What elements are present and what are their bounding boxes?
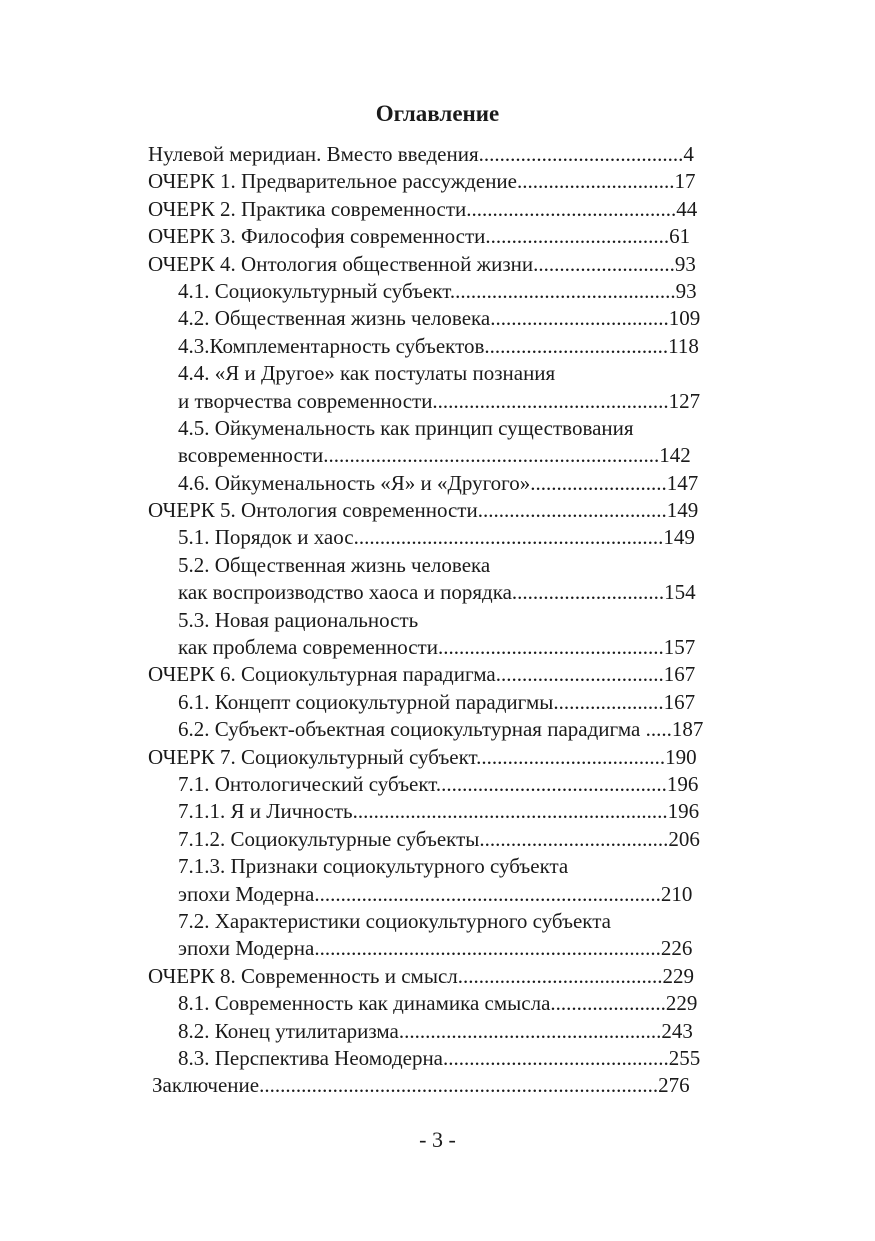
toc-entry-text: 7.1.1. Я и Личность............................................................196 [178,799,700,824]
toc-entry [148,524,748,551]
toc-entry-text: 7.1. Онтологический субъект............................................196 [178,771,699,796]
toc-entry-text: эпохи Модерна..................................................................210 [178,881,693,906]
toc-entry [148,415,748,442]
toc-entry [148,579,748,606]
page-number: - 3 - [419,1127,456,1152]
toc-entry-text: 8.1. Современность как динамика смысла......................229 [178,991,698,1016]
toc-entry-text: 4.1. Социокультурный субъект...........................................93 [178,278,697,303]
toc-entry-text: Заключение............................................................................276 [152,1073,690,1098]
toc-entry-text: 7.1.2. Социокультурные субъекты....................................206 [178,826,700,851]
toc-entry-text: 4.4. «Я и Другое» как постулаты познания [178,361,556,386]
toc-entry [148,689,748,716]
toc-entry [148,607,748,634]
toc-entry-text: ОЧЕРК 1. Предварительное рассуждение..............................17 [148,169,696,194]
toc-entry [148,470,748,497]
toc-entry [148,634,748,661]
toc-entry-text: и творчества современности.............................................127 [178,388,701,413]
toc-entry-text: 4.6. Ойкуменальность «Я» и «Другого»..........................147 [178,470,699,495]
toc-entry-text: 7.1.3. Признаки социокультурного субъекта [178,854,569,879]
toc-entry-text: ОЧЕРК 2. Практика современности........................................44 [148,196,698,221]
toc-entry [148,333,748,360]
toc-entry-text: ОЧЕРК 6. Социокультурная парадигма................................167 [148,662,696,687]
toc-entry [148,1018,748,1045]
toc-entry-text: ОЧЕРК 7. Социокультурный субъект....................................190 [148,744,697,769]
toc-entry [148,990,748,1017]
toc-entry [148,826,748,853]
toc-entry [148,1072,748,1099]
toc-entry-text: ОЧЕРК 5. Онтология современности....................................149 [148,498,699,523]
toc-entry [148,935,748,962]
toc-entry-text: всовременности................................................................142 [178,443,691,468]
toc-entry-text: эпохи Модерна..................................................................226 [178,936,693,961]
toc-entry [148,388,748,415]
toc-entry [148,497,748,524]
toc-entry-text: ОЧЕРК 3. Философия современности...................................61 [148,224,691,249]
toc-entry-text: 5.3. Новая рациональность [178,607,419,632]
toc-entry [148,223,748,250]
toc-entry-text: 4.2. Общественная жизнь человека..................................109 [178,306,701,331]
toc-entry [148,1045,748,1072]
toc-entry [148,196,748,223]
toc-entry [148,798,748,825]
toc-entry [148,305,748,332]
toc-entry [148,168,748,195]
toc-entry-text: 6.1. Концепт социокультурной парадигмы.....................167 [178,689,696,714]
toc-entry [148,744,748,771]
toc-entry-text: как проблема современности...........................................157 [178,635,696,660]
toc-entry [148,442,748,469]
toc-entry [148,278,748,305]
toc-entry-text: Нулевой меридиан. Вместо введения.......................................4 [148,142,694,166]
toc-entry-text: 6.2. Субъект-объектная социокультурная парадигма .....187 [178,717,704,742]
toc-entry-text: 8.2. Конец утилитаризма..................................................243 [178,1018,693,1043]
toc-entry [148,661,748,688]
toc-entry [148,908,748,935]
toc-entry-text: 5.1. Порядок и хаос...........................................................149 [178,525,695,550]
toc-entry-text: ОЧЕРК 4. Онтология общественной жизни...........................93 [148,251,696,276]
table-of-contents [148,141,748,1100]
toc-entry-text: 5.2. Общественная жизнь человека [178,552,491,577]
toc-entry-text: 4.3.Комплементарность субъектов...................................118 [178,333,699,358]
toc-entry-text: как воспроизводство хаоса и порядка.............................154 [178,580,696,605]
toc-entry-text: 7.2. Характеристики социокультурного субъекта [178,908,611,933]
toc-entry [148,771,748,798]
toc-entry-text: 4.5. Ойкуменальность как принцип существования [178,415,634,440]
toc-entry [148,552,748,579]
toc-entry [148,881,748,908]
toc-entry [148,716,748,743]
toc-title: Оглавление [375,101,500,126]
toc-entry [148,251,748,278]
toc-entry [148,141,748,168]
toc-entry-text: ОЧЕРК 8. Современность и смысл.......................................229 [148,963,694,988]
toc-entry [148,360,748,387]
toc-entry-text: 8.3. Перспектива Неомодерна...........................................255 [178,1045,701,1070]
toc-entry [148,963,748,990]
toc-entry [148,853,748,880]
